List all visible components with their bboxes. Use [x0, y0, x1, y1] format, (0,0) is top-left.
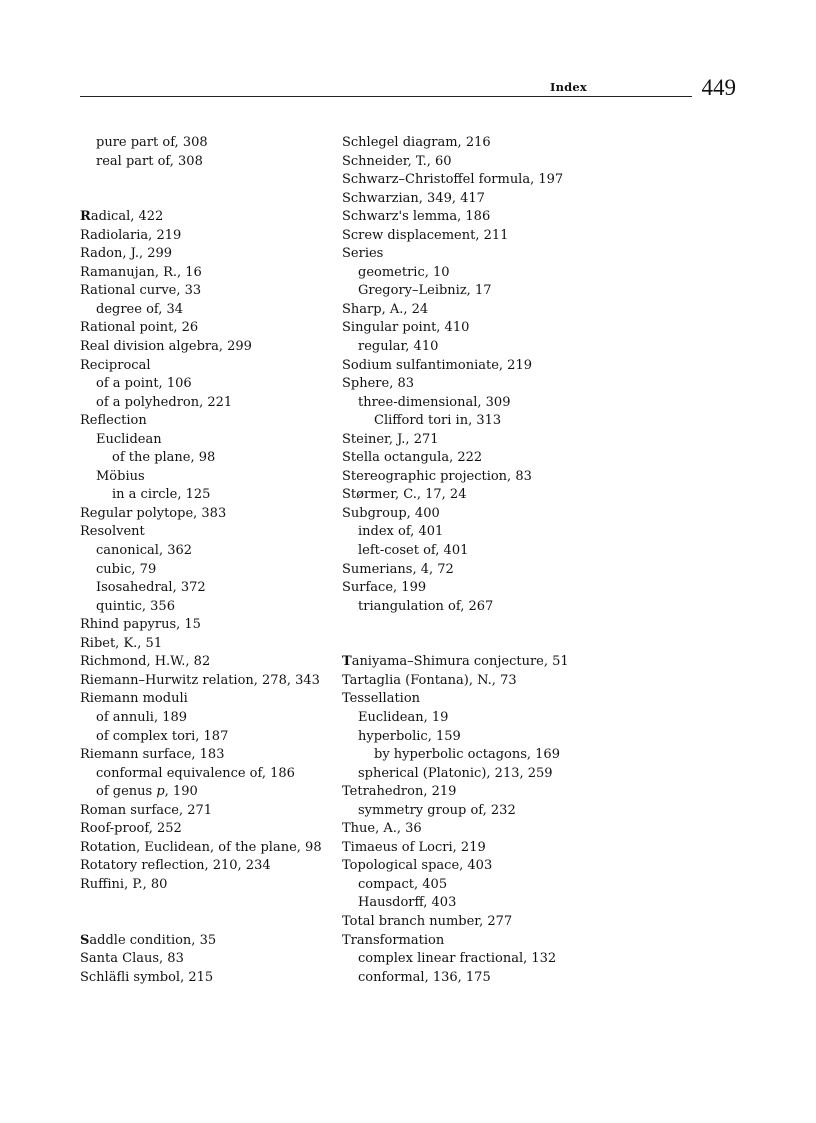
index-entry	[80, 616, 330, 635]
entry-text: complex linear fractional, 132	[358, 951, 557, 967]
index-entry	[80, 839, 330, 858]
entry-text: Reflection	[80, 413, 147, 429]
index-entry	[80, 746, 330, 765]
index-entry	[342, 783, 662, 802]
index-subentry	[342, 876, 662, 895]
entry-text: Gregory–Leibniz, 17	[358, 283, 492, 299]
index-subentry	[80, 375, 330, 394]
entry-text: symmetry group of, 232	[358, 802, 516, 818]
index-subentry	[80, 561, 330, 580]
index-subentry	[342, 802, 662, 821]
entry-text: Surface, 199	[342, 580, 427, 596]
index-entry	[80, 338, 330, 357]
index-subentry	[80, 783, 330, 802]
index-entry	[342, 579, 662, 598]
entry-text: Riemann–Hurwitz relation, 278, 343	[80, 672, 320, 688]
index-subentry	[80, 449, 330, 468]
index-subentry	[342, 894, 662, 913]
entry-text: Rational point, 26	[80, 320, 199, 336]
letter-initial: R	[80, 209, 91, 225]
letter-initial: T	[342, 654, 352, 670]
index-entry	[80, 969, 330, 988]
index-entry	[342, 153, 662, 172]
index-subentry	[342, 969, 662, 988]
index-entry	[80, 319, 330, 338]
index-entry	[342, 227, 662, 246]
entry-text: hyperbolic, 159	[358, 728, 461, 744]
entry-text: addle condition, 35	[89, 932, 217, 948]
index-subentry	[80, 468, 330, 487]
index-entry	[342, 820, 662, 839]
letter-initial: S	[80, 932, 90, 948]
entry-text: pure part of, 308	[96, 135, 208, 150]
entry-text: Schlegel diagram, 216	[342, 135, 491, 150]
index-entry	[80, 932, 330, 951]
index-entry	[80, 820, 330, 839]
index-subentry	[342, 282, 662, 301]
index-subentry	[342, 542, 662, 561]
index-subentry	[80, 709, 330, 728]
index-entry	[342, 245, 662, 264]
entry-text: Transformation	[342, 932, 445, 948]
entry-text: Resolvent	[80, 524, 145, 540]
index-subentry	[342, 412, 662, 431]
entry-text: Roof-proof, 252	[80, 821, 182, 837]
index-entry	[342, 505, 662, 524]
index-entry	[342, 431, 662, 450]
index-entry	[342, 357, 662, 376]
index-entry	[342, 653, 662, 672]
entry-text: of complex tori, 187	[96, 728, 229, 744]
section-title: Index	[550, 80, 587, 94]
index-subentry	[80, 301, 330, 320]
index-entry	[342, 171, 662, 190]
entry-text: regular, 410	[358, 339, 439, 355]
entry-text: index of, 401	[358, 524, 444, 540]
entry-text: Sharp, A., 24	[342, 301, 429, 317]
index-entry	[342, 672, 662, 691]
entry-text: left-coset of, 401	[358, 543, 469, 559]
index-subentry	[80, 486, 330, 505]
index-subentry	[80, 153, 330, 172]
entry-text: in a circle, 125	[112, 487, 211, 503]
index-entry	[342, 190, 662, 209]
entry-text: Clifford tori in, 313	[374, 413, 502, 429]
entry-text: Stella octangula, 222	[342, 450, 483, 466]
index-column-right	[342, 134, 662, 987]
index-spacer	[342, 635, 662, 654]
entry-text: Topological space, 403	[342, 858, 493, 874]
index-entry	[342, 319, 662, 338]
entry-text: Euclidean, 19	[358, 709, 449, 725]
index-entry	[342, 486, 662, 505]
index-entry	[80, 282, 330, 301]
entry-text: Schwarz's lemma, 186	[342, 209, 491, 225]
index-entry	[80, 505, 330, 524]
entry-text: Schwarz–Christoffel formula, 197	[342, 172, 564, 188]
index-subentry	[80, 765, 330, 784]
index-entry	[342, 208, 662, 227]
entry-text: by hyperbolic octagons, 169	[374, 747, 560, 763]
entry-text: Schwarzian, 349, 417	[342, 190, 485, 206]
entry-text: Isosahedral, 372	[96, 580, 206, 596]
index-subentry	[342, 598, 662, 617]
index-spacer	[80, 190, 330, 209]
index-entry	[80, 264, 330, 283]
index-entry	[342, 690, 662, 709]
index-entry	[80, 876, 330, 895]
index-entry	[342, 561, 662, 580]
entry-text: Hausdorff, 403	[358, 895, 457, 911]
entry-text: Sodium sulfantimoniate, 219	[342, 357, 532, 373]
index-entry	[80, 227, 330, 246]
index-entry	[342, 932, 662, 951]
index-subentry	[342, 728, 662, 747]
entry-text: Subgroup, 400	[342, 505, 440, 521]
index-entry	[80, 635, 330, 654]
entry-italic: p	[156, 784, 165, 800]
entry-text: degree of, 34	[96, 301, 184, 317]
index-subentry	[342, 746, 662, 765]
index-spacer	[342, 616, 662, 635]
entry-text: Schneider, T., 60	[342, 153, 452, 169]
entry-text: Richmond, H.W., 82	[80, 654, 211, 670]
entry-text: Riemann surface, 183	[80, 747, 225, 763]
entry-text: conformal, 136, 175	[358, 969, 491, 985]
entry-text: Radiolaria, 219	[80, 227, 182, 243]
index-subentry	[342, 950, 662, 969]
index-entry	[80, 672, 330, 691]
entry-text: Rational curve, 33	[80, 283, 202, 299]
entry-pages: , 190	[164, 784, 198, 800]
entry-text: Størmer, C., 17, 24	[342, 487, 467, 503]
entry-text: Series	[342, 246, 384, 262]
index-entry	[80, 690, 330, 709]
entry-text: Sumerians, 4, 72	[342, 561, 454, 577]
index-subentry	[80, 431, 330, 450]
entry-text: triangulation of, 267	[358, 598, 494, 614]
index-entry	[342, 468, 662, 487]
entry-text: Screw displacement, 211	[342, 227, 509, 243]
index-spacer	[80, 171, 330, 190]
entry-text: Roman surface, 271	[80, 802, 213, 818]
index-entry	[80, 857, 330, 876]
index-subentry	[80, 394, 330, 413]
index-entry	[80, 208, 330, 227]
index-subentry	[80, 598, 330, 617]
entry-text: Möbius	[96, 468, 145, 484]
index-entry	[342, 839, 662, 858]
entry-text: Ramanujan, R., 16	[80, 264, 202, 280]
page-number: 449	[701, 75, 736, 100]
index-subentry	[342, 338, 662, 357]
entry-text: Singular point, 410	[342, 320, 470, 336]
entry-text: Timaeus of Locri, 219	[342, 839, 486, 855]
entry-text: Rhind papyrus, 15	[80, 617, 201, 633]
index-entry	[80, 653, 330, 672]
entry-text: Stereographic projection, 83	[342, 468, 532, 484]
entry-text: Steiner, J., 271	[342, 431, 439, 447]
entry-text: Real division algebra, 299	[80, 339, 252, 355]
index-entry	[80, 357, 330, 376]
index-subentry	[342, 709, 662, 728]
entry-text: spherical (Platonic), 213, 259	[358, 765, 553, 781]
entry-text: Riemann moduli	[80, 691, 188, 707]
entry-text: Santa Claus, 83	[80, 951, 184, 967]
index-subentry	[80, 542, 330, 561]
entry-text: Sphere, 83	[342, 376, 415, 392]
entry-text: Rotatory reflection, 210, 234	[80, 858, 271, 874]
index-subentry	[342, 394, 662, 413]
index-entry	[80, 950, 330, 969]
entry-text: Ruffini, P., 80	[80, 876, 168, 892]
entry-text: adical, 422	[90, 209, 164, 225]
index-entry	[342, 301, 662, 320]
index-entry	[80, 523, 330, 542]
entry-text: Tessellation	[342, 691, 421, 707]
header-rule	[80, 96, 692, 97]
entry-text: of a point, 106	[96, 376, 192, 392]
entry-text: compact, 405	[358, 876, 448, 892]
index-entry	[80, 802, 330, 821]
index-subentry	[342, 765, 662, 784]
entry-text: Radon, J., 299	[80, 246, 173, 262]
index-entry	[342, 375, 662, 394]
index-subentry	[80, 579, 330, 598]
index-entry	[80, 412, 330, 431]
entry-text: cubic, 79	[96, 561, 157, 577]
entry-text: of a polyhedron, 221	[96, 394, 233, 410]
entry-text: Rotation, Euclidean, of the plane, 98	[80, 839, 322, 855]
entry-text: conformal equivalence of, 186	[96, 765, 295, 781]
entry-text: quintic, 356	[96, 598, 175, 614]
index-entry	[342, 913, 662, 932]
index-entry	[80, 245, 330, 264]
entry-text: aniyama–Shimura conjecture, 51	[351, 654, 569, 670]
entry-text: Thue, A., 36	[342, 821, 422, 837]
index-subentry	[80, 134, 330, 153]
entry-text: Reciprocal	[80, 357, 151, 373]
entry-text: three-dimensional, 309	[358, 394, 511, 410]
entry-text: canonical, 362	[96, 543, 193, 559]
entry-text: Tetrahedron, 219	[342, 784, 457, 800]
index-subentry	[342, 523, 662, 542]
entry-text: real part of, 308	[96, 153, 203, 169]
index-subentry	[80, 728, 330, 747]
index-column-left	[80, 134, 330, 987]
entry-text: Schläfli symbol, 215	[80, 969, 214, 985]
running-header	[80, 76, 736, 100]
entry-text: Euclidean	[96, 431, 162, 447]
entry-text: of the plane, 98	[112, 450, 216, 466]
entry-text: Regular polytope, 383	[80, 505, 227, 521]
index-spacer	[80, 913, 330, 932]
entry-text: Ribet, K., 51	[80, 635, 163, 651]
entry-text: geometric, 10	[358, 264, 450, 280]
entry-text: Tartaglia (Fontana), N., 73	[342, 672, 517, 688]
entry-text: of genus	[96, 784, 157, 800]
index-entry	[342, 449, 662, 468]
entry-text: Total branch number, 277	[342, 913, 513, 929]
index-spacer	[80, 894, 330, 913]
index-entry	[342, 857, 662, 876]
entry-text: of annuli, 189	[96, 709, 188, 725]
index-entry	[342, 134, 662, 153]
index-subentry	[342, 264, 662, 283]
